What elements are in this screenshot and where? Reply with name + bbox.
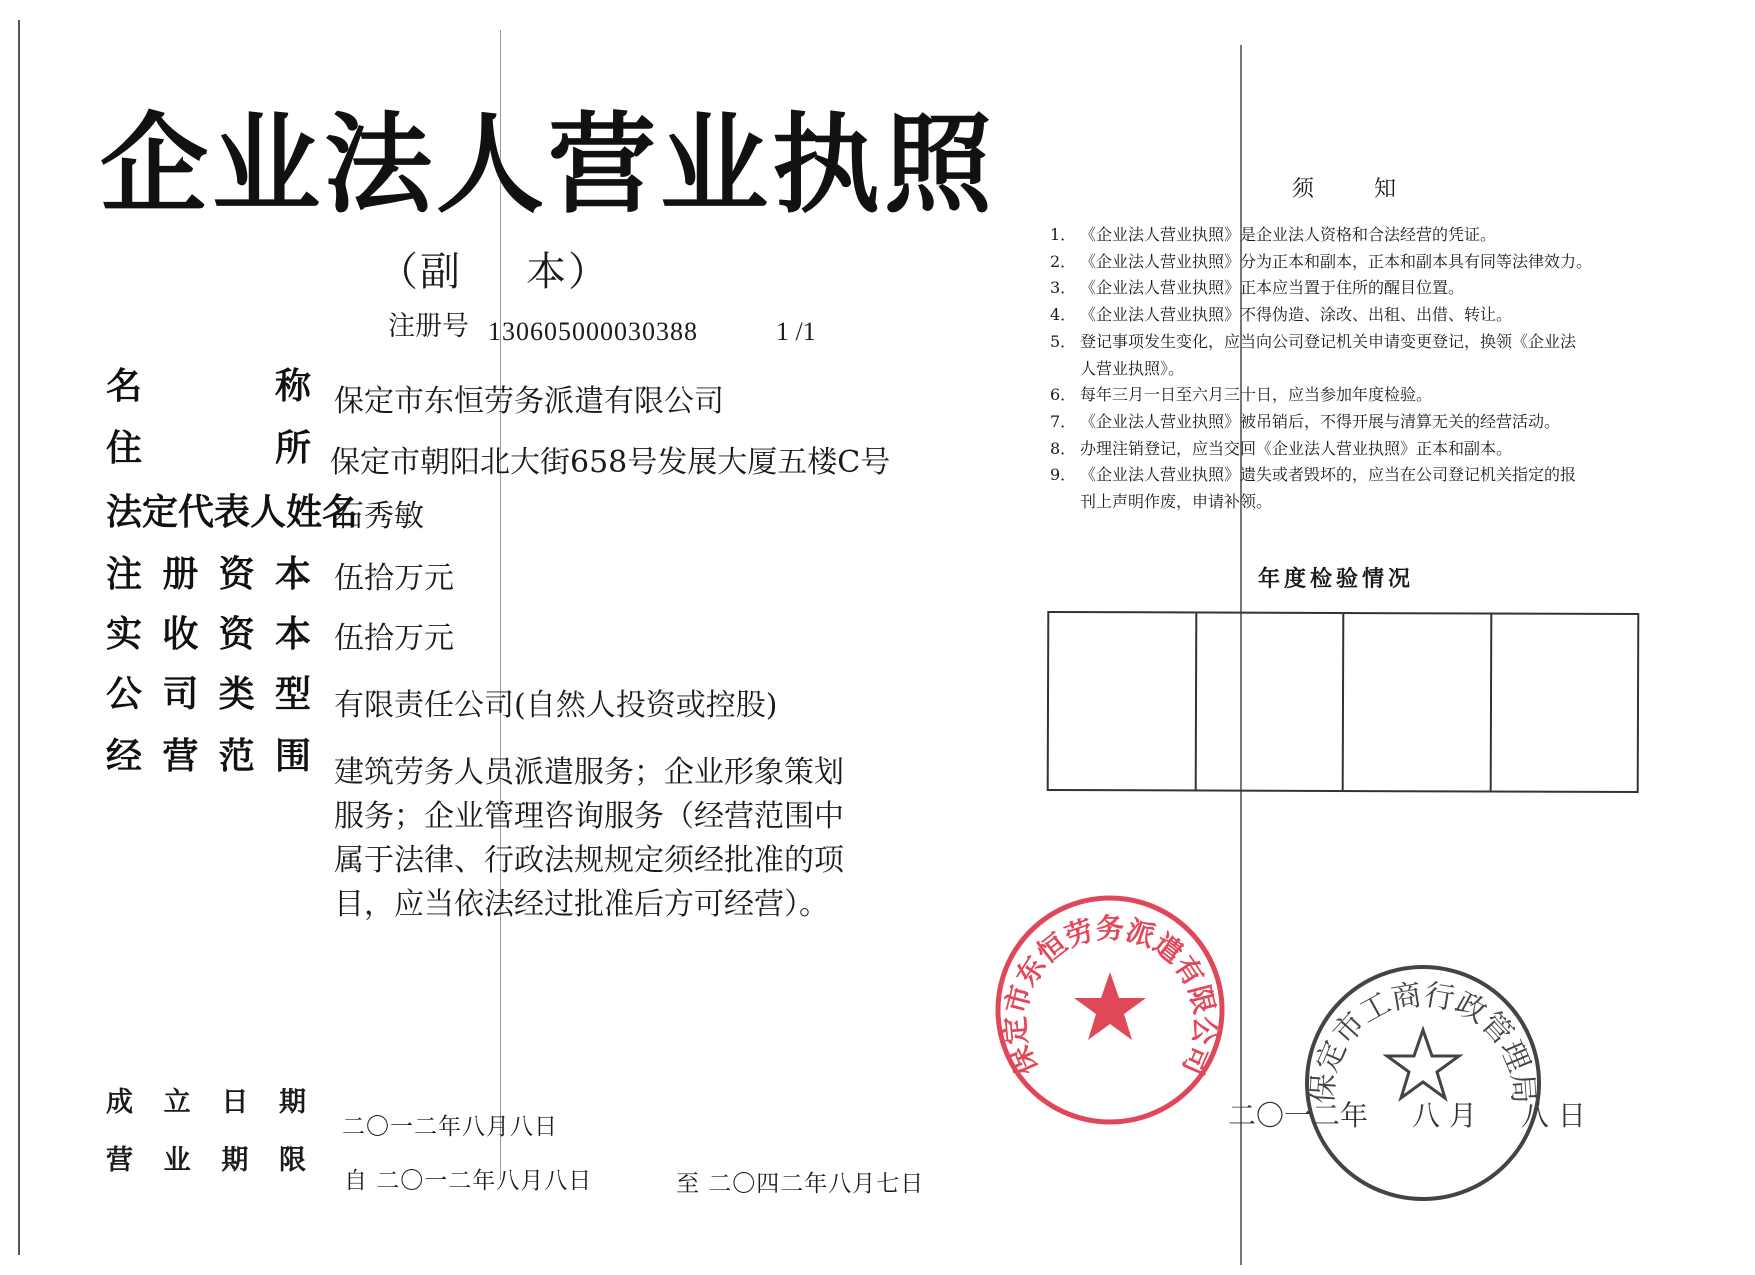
notice-item-text: 《企业法人营业执照》正本应当置于住所的醒目位置。 bbox=[1080, 278, 1465, 298]
established-date-label: 成 立 日 期 bbox=[106, 1087, 306, 1118]
subtitle-close: 本） bbox=[526, 249, 610, 295]
inspection-cell bbox=[1491, 615, 1637, 792]
company-type-value: 有限责任公司(自然人投资或控股) bbox=[334, 688, 778, 723]
notice-item-number: 9． bbox=[1050, 465, 1077, 485]
registered-capital-value: 伍拾万元 bbox=[334, 561, 454, 596]
business-scope-label: 经 营 范 围 bbox=[106, 736, 311, 777]
notice-item-text: 登记事项发生变化，应当向公司登记机关申请变更登记，换领《企业法 bbox=[1080, 331, 1577, 351]
legal-rep-label: 法定代表人姓名 bbox=[106, 492, 359, 533]
notice-list bbox=[1050, 222, 1640, 516]
registration-label: 注册号 bbox=[388, 311, 469, 342]
name-label: 名 称 bbox=[106, 366, 311, 407]
business-scope-value: 建筑劳务人员派遣服务；企业形象策划服务；企业管理咨询服务（经营范围中属于法律、行政法规规定须经批准的项目，应当依法经过批准后方可经营）。 bbox=[334, 755, 844, 922]
issue-date: 二〇一二年 八 月 八 日 bbox=[1228, 1099, 1586, 1132]
authority-seal-text: 保定市工商行政管理局 bbox=[1305, 977, 1541, 1105]
address-label: 住 所 bbox=[106, 428, 311, 469]
notice-heading: 须 知 bbox=[1292, 177, 1399, 202]
registration-number: 130605000030388 bbox=[488, 317, 698, 346]
notice-item-text: 办理注销登记，应当交回《企业法人营业执照》正本和副本。 bbox=[1080, 438, 1513, 458]
notice-item bbox=[1050, 436, 1640, 463]
notice-item bbox=[1050, 222, 1640, 249]
authority-seal bbox=[1298, 958, 1548, 1208]
notice-item bbox=[1050, 409, 1640, 436]
notice-item bbox=[1050, 275, 1640, 302]
notice-item-number: 6． bbox=[1050, 385, 1077, 405]
notice-item-number: 5． bbox=[1050, 331, 1077, 351]
license-subtitle bbox=[378, 240, 610, 297]
legal-rep-name: 石秀敏 bbox=[334, 499, 424, 534]
notice-item-continuation: 人营业执照》。 bbox=[1080, 358, 1185, 378]
notice-item-number: 7． bbox=[1050, 411, 1077, 431]
scan-edge-line bbox=[18, 20, 20, 1255]
page-number: 1 /1 bbox=[776, 317, 816, 346]
inspection-cell bbox=[1196, 613, 1344, 790]
notice-item bbox=[1050, 302, 1640, 329]
notice-item-text: 《企业法人营业执照》遗失或者毁坏的，应当在公司登记机关指定的报 bbox=[1080, 465, 1577, 485]
notice-item-text: 《企业法人营业执照》不得伪造、涂改、出租、出借、转让。 bbox=[1080, 305, 1513, 325]
notice-item-text: 《企业法人营业执照》是企业法人资格和合法经营的凭证。 bbox=[1080, 225, 1497, 244]
notice-item bbox=[1050, 249, 1640, 276]
company-seal bbox=[990, 890, 1230, 1130]
license-title: 企业法人营业执照 bbox=[100, 103, 997, 228]
notice-item-number: 3． bbox=[1050, 278, 1077, 298]
notice-item bbox=[1050, 382, 1640, 409]
notice-item-text: 每年三月一日至六月三十日，应当参加年度检验。 bbox=[1080, 385, 1433, 405]
registered-capital-label: 注 册 资 本 bbox=[106, 554, 311, 595]
business-term-from: 自 二〇一二年八月八日 bbox=[344, 1168, 593, 1194]
authority-seal-star-icon bbox=[1387, 1030, 1459, 1098]
paid-capital-value: 伍拾万元 bbox=[334, 621, 454, 656]
business-term-to: 至 二〇四二年八月七日 bbox=[676, 1171, 925, 1197]
business-term-label: 营 业 期 限 bbox=[106, 1145, 306, 1176]
company-type-label: 公 司 类 型 bbox=[106, 674, 311, 715]
notice-item-number: 2． bbox=[1050, 251, 1077, 271]
company-name: 保定市东恒劳务派遣有限公司 bbox=[334, 384, 724, 419]
notice-item-text: 《企业法人营业执照》被吊销后，不得开展与清算无关的经营活动。 bbox=[1080, 411, 1561, 431]
notice-item bbox=[1050, 329, 1640, 356]
inspection-cell bbox=[1344, 614, 1492, 791]
notice-item-text: 《企业法人营业执照》分为正本和副本，正本和副本具有同等法律效力。 bbox=[1080, 251, 1593, 271]
subtitle-open: （副 bbox=[378, 249, 462, 295]
company-address: 保定市朝阳北大街658号发展大厦五楼C号 bbox=[330, 445, 891, 480]
notice-item-continuation: 刊上声明作废，申请补领。 bbox=[1080, 492, 1273, 512]
notice-item-number: 1． bbox=[1050, 225, 1077, 244]
company-seal-star-icon bbox=[1074, 972, 1146, 1040]
notice-item-number: 8． bbox=[1050, 438, 1077, 458]
company-seal-text: 保定市东恒劳务派遣有限公司 bbox=[998, 911, 1222, 1080]
notice-item bbox=[1050, 462, 1640, 489]
paid-capital-label: 实 收 资 本 bbox=[106, 614, 311, 655]
established-date-value: 二〇一二年八月八日 bbox=[342, 1114, 558, 1140]
annual-inspection-title: 年度检验情况 bbox=[1258, 567, 1415, 592]
notice-item-number: 4． bbox=[1050, 305, 1077, 325]
inspection-cell bbox=[1049, 613, 1197, 790]
annual-inspection-table bbox=[1047, 611, 1640, 793]
